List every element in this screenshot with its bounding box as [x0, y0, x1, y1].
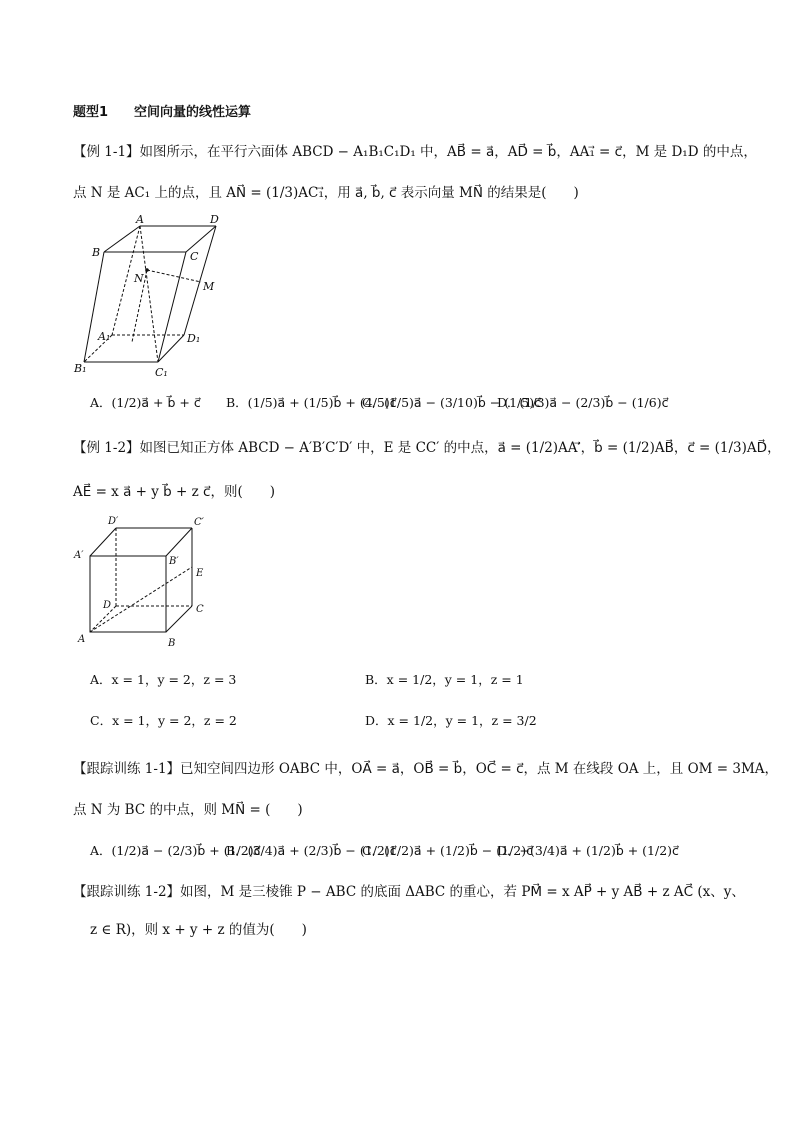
example-1-1-line-2: 点 N 是 AC₁ 上的点，且 AN⃗ = (1/3)AC₁⃗，用 a⃗, b⃗, c⃗ 表示向量 MN⃗ 的结果是( ) — [73, 185, 579, 201]
example-1-2-option-a: A．x = 1，y = 2，z = 3 — [90, 672, 237, 687]
figure-label-D1: D₁ — [187, 332, 201, 345]
example-1-2-option-d: D．x = 1/2，y = 1，z = 3/2 — [365, 713, 537, 728]
cube-label-B-prime: B′ — [169, 556, 179, 567]
section-title: 题型1 空间向量的线性运算 — [73, 105, 252, 120]
cube-label-D: D — [103, 600, 112, 611]
example-1-2-line-2: AE⃗ = x a⃗ + y b⃗ + z c⃗，则( ) — [73, 484, 275, 500]
training-1-1-line-2: 点 N 为 BC 的中点，则 MN⃗ = ( ) — [73, 802, 303, 818]
example-1-1-option-d: D．(1/3)a⃗ − (2/3)b⃗ − (1/6)c⃗ — [497, 395, 669, 410]
cube-label-A: A — [78, 634, 86, 645]
training-1-1-line-1: 【跟踪训练 1-1】已知空间四边形 OABC 中，OA⃗ = a⃗，OB⃗ = b⃗，OC⃗ = c⃗，点 M 在线段 OA 上，且 OM = 3MA， — [73, 761, 779, 777]
example-1-2-option-c: C．x = 1，y = 2，z = 2 — [90, 713, 237, 728]
training-1-1-option-a: A．(1/2)a⃗ − (2/3)b⃗ + (1/2)c⃗ — [90, 843, 261, 858]
figure-label-D: D — [210, 213, 219, 226]
example-1-2-line-1: 【例 1-2】如图已知正方体 ABCD − A′B′C′D′ 中，E 是 CC′ 的中点，a⃗ = (1/2)AA′⃗，b⃗ = (1/2)AB⃗，c⃗ = (1/3)AD⃗， — [73, 440, 781, 456]
cube-label-B: B — [168, 638, 176, 649]
parallelepiped-figure — [70, 212, 230, 382]
training-1-1-option-d: D．−(3/4)a⃗ + (1/2)b⃗ + (1/2)c⃗ — [497, 843, 679, 858]
example-1-1-option-a: A．(1/2)a⃗ + b⃗ + c⃗ — [90, 395, 201, 410]
figure-label-A: A — [136, 213, 144, 226]
figure-label-C1: C₁ — [155, 366, 168, 379]
figure-label-N: N — [134, 272, 144, 285]
example-1-1-option-b: B．(1/5)a⃗ + (1/5)b⃗ + (4/5)c⃗ — [226, 395, 397, 410]
cube-label-D-prime: D′ — [108, 516, 119, 527]
figure-label-B1: B₁ — [74, 362, 87, 375]
example-1-1-option-c: C．(1/5)a⃗ − (3/10)b⃗ − (1/5)c⃗ — [362, 395, 541, 410]
cube-label-C-prime: C′ — [194, 517, 204, 528]
training-1-2-line-1: 【跟踪训练 1-2】如图，M 是三棱锥 P − ABC 的底面 ΔABC 的重心，若 PM⃗ = x AP⃗ + y AB⃗ + z AC⃗ (x、y、 — [73, 884, 745, 900]
cube-label-C: C — [196, 604, 204, 615]
cube-figure — [70, 512, 220, 652]
training-1-1-option-c: C．(1/2)a⃗ + (1/2)b⃗ − (1/2)c⃗ — [362, 843, 533, 858]
training-1-1-option-b: B．(3/4)a⃗ + (2/3)b⃗ − (1/2)c⃗ — [226, 843, 397, 858]
example-1-2-option-b: B．x = 1/2，y = 1，z = 1 — [365, 672, 524, 687]
example-1-1-line-1: 【例 1-1】如图所示，在平行六面体 ABCD − A₁B₁C₁D₁ 中，AB⃗ = a⃗，AD⃗ = b⃗，AA₁⃗ = c⃗，M 是 D₁D 的中点， — [73, 144, 757, 160]
cube-label-A-prime: A′ — [74, 550, 84, 561]
figure-label-B: B — [92, 246, 101, 259]
figure-label-A1: A₁ — [98, 330, 111, 343]
training-1-2-line-2: z ∈ R)，则 x + y + z 的值为( ) — [90, 922, 307, 938]
figure-label-M: M — [203, 280, 215, 293]
cube-label-E: E — [196, 568, 204, 579]
figure-label-C: C — [190, 250, 199, 263]
